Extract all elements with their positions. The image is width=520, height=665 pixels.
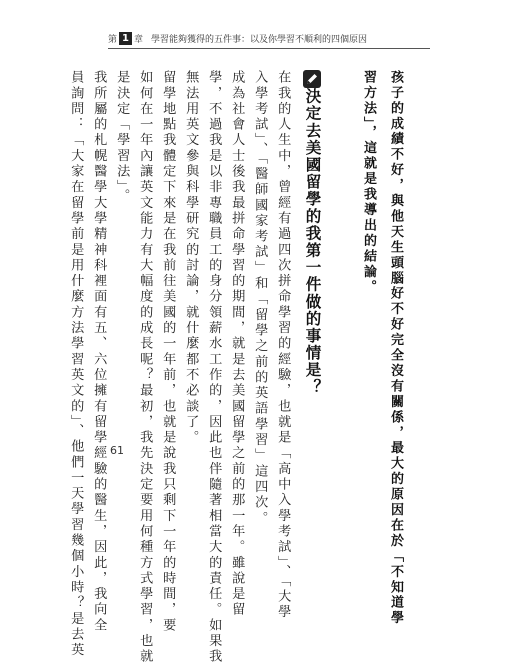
section-heading: 決定去美國留學的我第一件做的事情是？	[303, 88, 322, 396]
body-column-4: 學，不過我是以非專職員工的身分領薪水工作的，因此也伴隨著相當大的責任。如果我	[206, 70, 222, 665]
pencil-icon	[303, 70, 321, 88]
chapter-prefix: 第	[108, 35, 118, 45]
body-column-6: 留學地點我體定下來是在我前往美國的一年前，也就是說我只剩下一年的時間，要	[160, 70, 176, 634]
body-column-7: 如何在一年內讓英文能力有大幅度的成長呢？最初，我先決定要用何種方式學習，也就	[137, 70, 153, 665]
body-column-10: 員詢問：「大家在留學前是用什麼方法學習英文的」、他們一天學習幾個小時？是去英	[68, 70, 84, 659]
header-title: 學習能夠獲得的五件事：以及你學習不順利的四個原因	[151, 35, 368, 45]
intro-bold-line-1: 孩子的成績不好，與他天生頭腦好不好完全沒有關係，最大的原因在於「不知道學	[388, 70, 403, 627]
body-column-8: 是決定「學習法」。	[114, 70, 130, 205]
running-header	[108, 32, 367, 45]
body-column-5: 無法用英文參與科學研究的討論，就什麼都不必談了。	[183, 70, 199, 446]
chapter-suffix: 章	[133, 35, 143, 45]
body-column-3: 成為社會人士後我最拼命學習的期間，就是去美國留學之前的那一年。雖說是留	[229, 70, 245, 618]
intro-bold-line-2: 習方法」，這就是我導出的結論。	[361, 70, 376, 296]
page-number: 61	[110, 444, 124, 457]
body-column-2: 入學考試」、「醫師國家考試」和「留學之前的英語學習」這四次。	[252, 70, 268, 527]
chapter-number-badge: 1	[119, 32, 132, 45]
header-divider	[108, 48, 430, 49]
body-column-1: 在我的人生中，曾經有過四次拼命學習的經驗，也就是「高中入學考試」、「大學	[275, 70, 291, 621]
body-column-9: 我所屬的札幌醫學大學精神科裡面有五、六位擁有留學經驗的醫生，因此，我向全	[91, 70, 107, 634]
